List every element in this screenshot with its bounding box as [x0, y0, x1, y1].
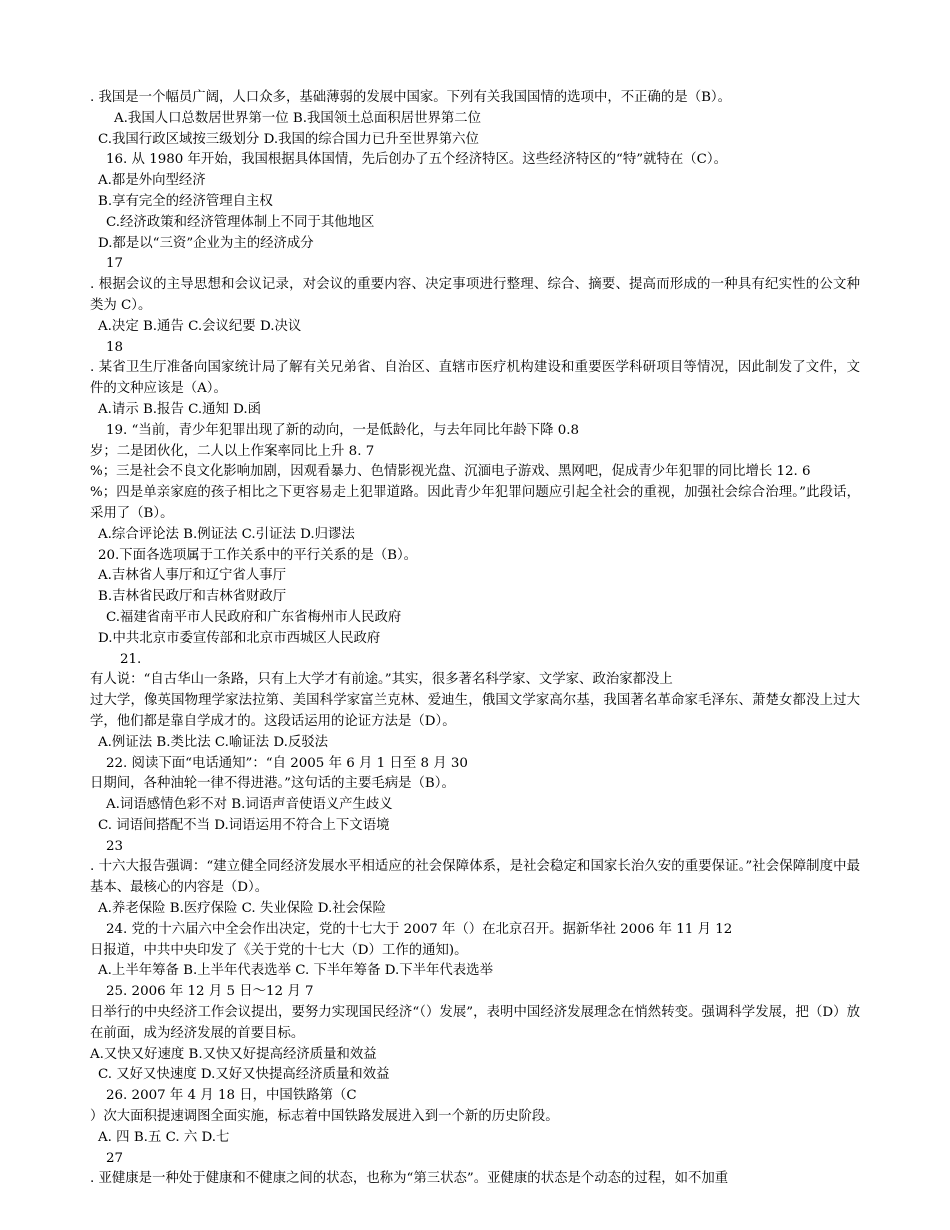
question-16-stem: 16. 从 1980 年开始，我国根据具体国情，先后创办了五个经济特区。这些经济特区的“特”就特在（C）。 — [106, 152, 728, 168]
question-25-stem-line2: 日举行的中央经济工作会议提出，要努力实现国民经济“（）发展”，表明中国经济发展理念在悄然转变。强调科学发展，把（D）放在前面，成为经济发展的首要目标。 — [90, 1005, 860, 1041]
question-15-options-ab: A.我国人口总数居世界第一位 B.我国领土总面积居世界第二位 — [114, 110, 482, 126]
question-25-options-ab: A.又快又好速度 B.又快又好提高经济质量和效益 — [90, 1046, 377, 1062]
question-25-options-cd: C. 又好又快速度 D.又好又快提高经济质量和效益 — [98, 1067, 390, 1083]
question-22-options-cd: C. 词语间搭配不当 D.词语运用不符合上下文语境 — [98, 817, 390, 833]
question-20-stem: 20.下面各选项属于工作关系中的平行关系的是（B）。 — [98, 547, 418, 563]
question-17-number: 17 — [106, 256, 124, 272]
question-26-stem-line1: 26. 2007 年 4 月 18 日，中国铁路第（C — [106, 1088, 357, 1104]
question-20-option-d: D.中共北京市委宣传部和北京市西城区人民政府 — [98, 630, 381, 646]
question-16-option-a: A.都是外向型经济 — [98, 173, 206, 189]
question-24-options: A.上半年筹备 B.上半年代表选举 C. 下半年筹备 D.下半年代表选举 — [98, 963, 493, 979]
question-16-option-b: B.享有完全的经济管理自主权 — [98, 193, 273, 209]
question-19-stem-line1: 19. “当前，青少年犯罪出现了新的动向，一是低龄化，与去年同比年龄下降 0.8 — [106, 422, 580, 438]
question-20-option-b: B.吉林省民政厅和吉林省财政厅 — [98, 589, 287, 605]
question-15-options-cd: C.我国行政区域按三级划分 D.我国的综合国力已升至世界第六位 — [98, 131, 479, 147]
question-25-stem-line1: 25. 2006 年 12 月 5 日～12 月 7 — [106, 984, 314, 1000]
question-16-option-c: C.经济政策和经济管理体制上不同于其他地区 — [106, 214, 375, 230]
question-17-stem: . 根据会议的主导思想和会议记录，对会议的重要内容、决定事项进行整理、综合、摘要、提高而形成的一种具有纪实性的公文种类为 C）。 — [90, 277, 860, 313]
question-21-stem-line1: 有人说：“自古华山一条路，只有上大学才有前途。”其实，很多著名科学家、文学家、政治家都没上 — [90, 672, 673, 688]
question-26-stem-line2: ）次大面积提速调图全面实施，标志着中国铁路发展进入到一个新的历史阶段。 — [90, 1109, 559, 1125]
question-19-stem-line2: 岁；二是团伙化，二人以上作案率同比上升 8. 7 — [90, 443, 375, 459]
question-19-stem-line3: %；三是社会不良文化影响加剧，因观看暴力、色情影视光盘、沉湎电子游戏、黑网吧，促成青少年犯罪的同比增长 12. 6 — [90, 464, 811, 480]
question-23-number: 23 — [106, 838, 124, 854]
question-18-options: A.请示 B.报告 C.通知 D.函 — [98, 401, 262, 417]
question-27-number: 27 — [106, 1150, 124, 1166]
document-page — [90, 88, 860, 1190]
question-21-stem-line2: 过大学，像英国物理学家法拉第、美国科学家富兰克林、爱迪生，俄国文学家高尔基，我国著名革命家毛泽东、萧楚女都没上过大学，他们都是靠自学成才的。这段话运用的论证方法是（D）。 — [90, 693, 860, 729]
question-22-stem-line1: 22. 阅读下面“电话通知”：“自 2005 年 6 月 1 日至 8 月 30 — [106, 755, 468, 771]
question-20-option-a: A.吉林省人事厅和辽宁省人事厅 — [98, 568, 287, 584]
question-15-stem: . 我国是一个幅员广阔，人口众多，基础薄弱的发展中国家。下列有关我国国情的选项中，不正确的是（B）。 — [90, 90, 732, 105]
question-23-options: A.养老保险 B.医疗保险 C. 失业保险 D.社会保险 — [98, 901, 386, 917]
question-26-options: A. 四 B.五 C. 六 D.七 — [98, 1129, 230, 1145]
question-21-number: 21. — [120, 651, 142, 667]
question-22-stem-line2: 日期间，各种油轮一律不得进港。”这句话的主要毛病是（B）。 — [90, 776, 455, 792]
question-20-option-c: C.福建省南平市人民政府和广东省梅州市人民政府 — [106, 609, 402, 625]
question-23-stem: . 十六大报告强调：“建立健全同经济发展水平相适应的社会保障体系，是社会稳定和国家长治久安的重要保证。”社会保障制度中最基本、最核心的内容是（D）。 — [90, 859, 860, 896]
question-24-stem-line1: 24. 党的十六届六中全会作出决定，党的十七大于 2007 年（）在北京召开。据新华社 2006 年 11 月 12 — [106, 921, 733, 937]
question-17-options: A.决定 B.通告 C.会议纪要 D.决议 — [98, 318, 302, 334]
question-18-stem: . 某省卫生厅准备向国家统计局了解有关兄弟省、自治区、直辖市医疗机构建设和重要医学科研项目等情况，因此制发了文件，文件的文种应该是（A）。 — [90, 360, 860, 397]
question-27-stem: . 亚健康是一种处于健康和不健康之间的状态，也称为“第三状态”。亚健康的状态是个动态的过程，如不加重 — [90, 1171, 729, 1187]
question-24-stem-line2: 日报道，中共中央印发了《关于党的十七大（D）工作的通知)。 — [90, 942, 468, 958]
question-19-stem-line4: %；四是单亲家庭的孩子相比之下更容易走上犯罪道路。因此青少年犯罪问题应引起全社会的重视，加强社会综合治理。”此段话，采用了（B）。 — [90, 485, 860, 521]
question-19-options: A.综合评论法 B.例证法 C.引证法 D.归谬法 — [98, 526, 355, 542]
question-16-option-d: D.都是以“三资”企业为主的经济成分 — [98, 235, 314, 251]
question-21-options: A.例证法 B.类比法 C.喻证法 D.反驳法 — [98, 734, 329, 750]
question-22-options-ab: A.词语感情色彩不对 B.词语声音使语义产生歧义 — [106, 797, 393, 813]
question-18-number: 18 — [106, 339, 124, 355]
